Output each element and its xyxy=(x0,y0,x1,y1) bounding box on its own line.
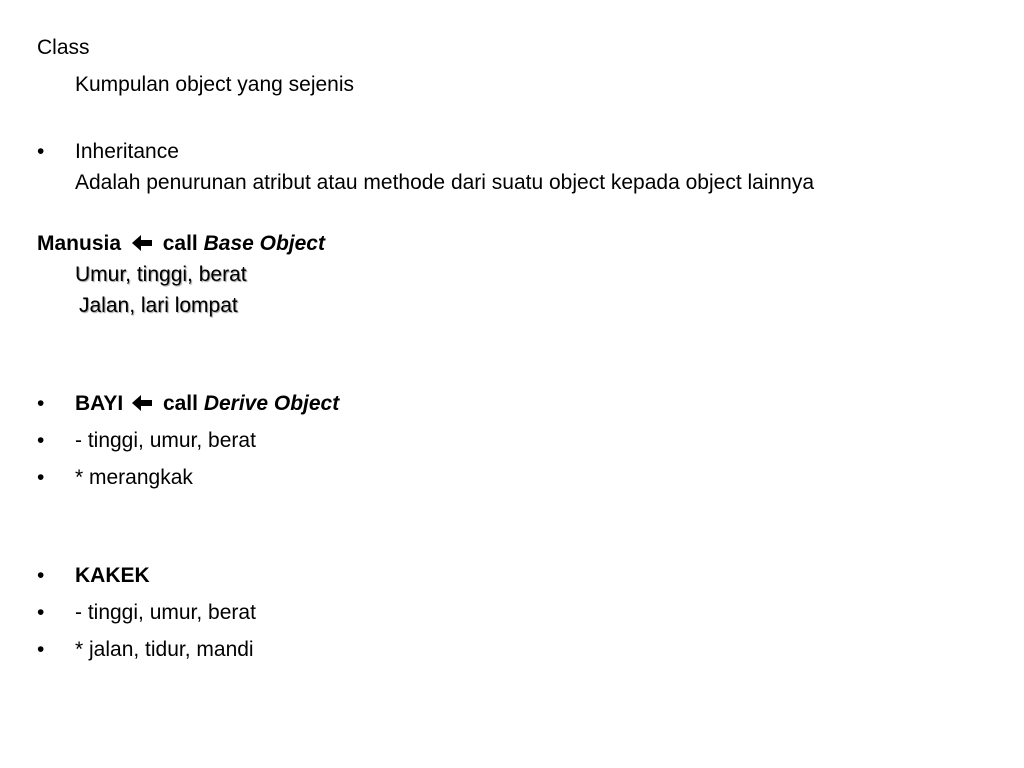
bayi-methods: * merangkak xyxy=(75,466,193,489)
kakek-name: KAKEK xyxy=(75,564,150,587)
kakek-attributes: - tinggi, umur, berat xyxy=(75,601,256,624)
bayi-line xyxy=(75,391,339,417)
manusia-name: Manusia xyxy=(37,232,122,255)
bullet-kakek-attributes: • xyxy=(37,601,45,624)
bayi-call-label: call xyxy=(162,392,198,415)
manusia-object-type: Base Object xyxy=(203,232,325,255)
bullet-inheritance: • xyxy=(37,140,45,163)
kakek-methods: * jalan, tidur, mandi xyxy=(75,638,254,661)
inheritance-description: Adalah penurunan atribut atau methode dari suatu object kepada object lainnya xyxy=(75,171,815,194)
manusia-call-label: call xyxy=(162,232,198,255)
bullet-kakek: • xyxy=(37,564,45,587)
arrow-left-icon xyxy=(131,394,153,412)
bayi-name: BAYI xyxy=(75,392,124,415)
bullet-bayi-methods: • xyxy=(37,466,45,489)
class-description: Kumpulan object yang sejenis xyxy=(75,73,355,96)
class-heading: Class xyxy=(37,36,90,59)
arrow-left-icon xyxy=(131,234,153,252)
manusia-attributes: Umur, tinggi, berat xyxy=(75,263,247,286)
bayi-attributes: - tinggi, umur, berat xyxy=(75,429,256,452)
inheritance-heading: Inheritance xyxy=(75,140,179,163)
manusia-methods: Jalan, lari lompat xyxy=(79,294,238,317)
manusia-line xyxy=(37,231,325,257)
bullet-bayi-attributes: • xyxy=(37,429,45,452)
bullet-kakek-methods: • xyxy=(37,638,45,661)
bullet-bayi: • xyxy=(37,392,45,415)
bayi-object-type: Derive Object xyxy=(203,392,340,415)
